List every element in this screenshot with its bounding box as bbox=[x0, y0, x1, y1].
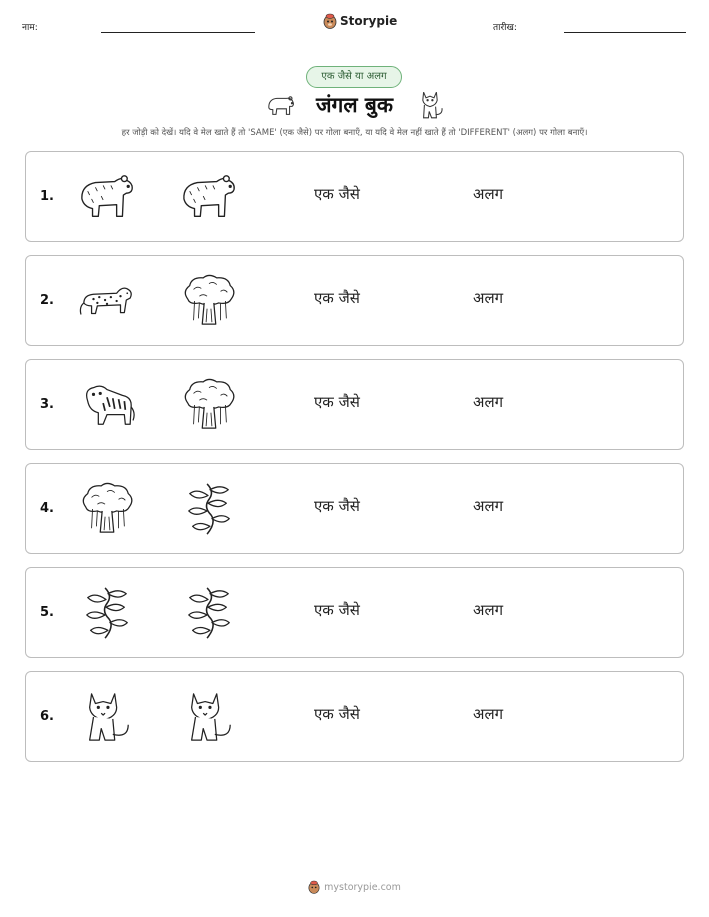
option-different[interactable]: अलग bbox=[473, 601, 504, 619]
brand-name: Storypie bbox=[340, 14, 398, 28]
option-same[interactable]: एक जैसे bbox=[314, 705, 360, 723]
tiger-icon bbox=[78, 378, 136, 432]
bear-icon bbox=[78, 170, 136, 224]
option-same[interactable]: एक जैसे bbox=[314, 497, 360, 515]
date-label: तारीख: bbox=[493, 23, 517, 33]
option-different[interactable]: अलग bbox=[473, 393, 504, 411]
footer bbox=[0, 880, 709, 894]
footer-site[interactable]: mystorypie.com bbox=[324, 881, 401, 893]
category-pill: एक जैसे या अलग bbox=[306, 66, 402, 88]
option-same[interactable]: एक जैसे bbox=[314, 289, 360, 307]
vine-icon bbox=[180, 586, 238, 640]
question-row bbox=[25, 359, 684, 450]
question-number: 3. bbox=[40, 397, 54, 412]
vine-icon bbox=[180, 482, 238, 536]
wolf-icon bbox=[78, 690, 136, 744]
option-different[interactable]: अलग bbox=[473, 705, 504, 723]
date-line[interactable] bbox=[564, 32, 686, 33]
name-line[interactable] bbox=[101, 32, 255, 33]
storypie-mascot-icon bbox=[323, 13, 337, 29]
vine-icon bbox=[78, 586, 136, 640]
option-same[interactable]: एक जैसे bbox=[314, 185, 360, 203]
option-different[interactable]: अलग bbox=[473, 497, 504, 515]
wolf-icon bbox=[180, 690, 238, 744]
question-row bbox=[25, 151, 684, 242]
question-number: 4. bbox=[40, 501, 54, 516]
question-number: 5. bbox=[40, 605, 54, 620]
option-same[interactable]: एक जैसे bbox=[314, 601, 360, 619]
wolf-icon bbox=[414, 88, 446, 122]
question-number: 2. bbox=[40, 293, 54, 308]
bear-icon bbox=[180, 170, 238, 224]
banyan-tree-icon bbox=[78, 482, 136, 536]
brand-logo bbox=[323, 13, 397, 29]
banyan-tree-icon bbox=[180, 378, 238, 432]
instructions: हर जोड़ी को देखें। यदि वे मेल खाते हैं तो 'SAME' (एक जैसे) पर गोला बनाएँ, या यदि वे मेल नहीं खाते हैं तो 'DIFFERENT' (अलग) पर गोला बनाएँ। bbox=[121, 128, 588, 138]
option-different[interactable]: अलग bbox=[473, 185, 504, 203]
leopard-icon bbox=[78, 274, 136, 328]
name-label: नाम: bbox=[22, 23, 38, 33]
question-number: 1. bbox=[40, 189, 54, 204]
question-number: 6. bbox=[40, 709, 54, 724]
question-row bbox=[25, 567, 684, 658]
option-same[interactable]: एक जैसे bbox=[314, 393, 360, 411]
option-different[interactable]: अलग bbox=[473, 289, 504, 307]
question-row bbox=[25, 671, 684, 762]
page-title: जंगल बुक bbox=[315, 93, 394, 117]
question-row bbox=[25, 255, 684, 346]
question-row bbox=[25, 463, 684, 554]
banyan-tree-icon bbox=[180, 274, 238, 328]
title-area bbox=[0, 88, 709, 124]
storypie-mascot-icon bbox=[308, 880, 320, 894]
